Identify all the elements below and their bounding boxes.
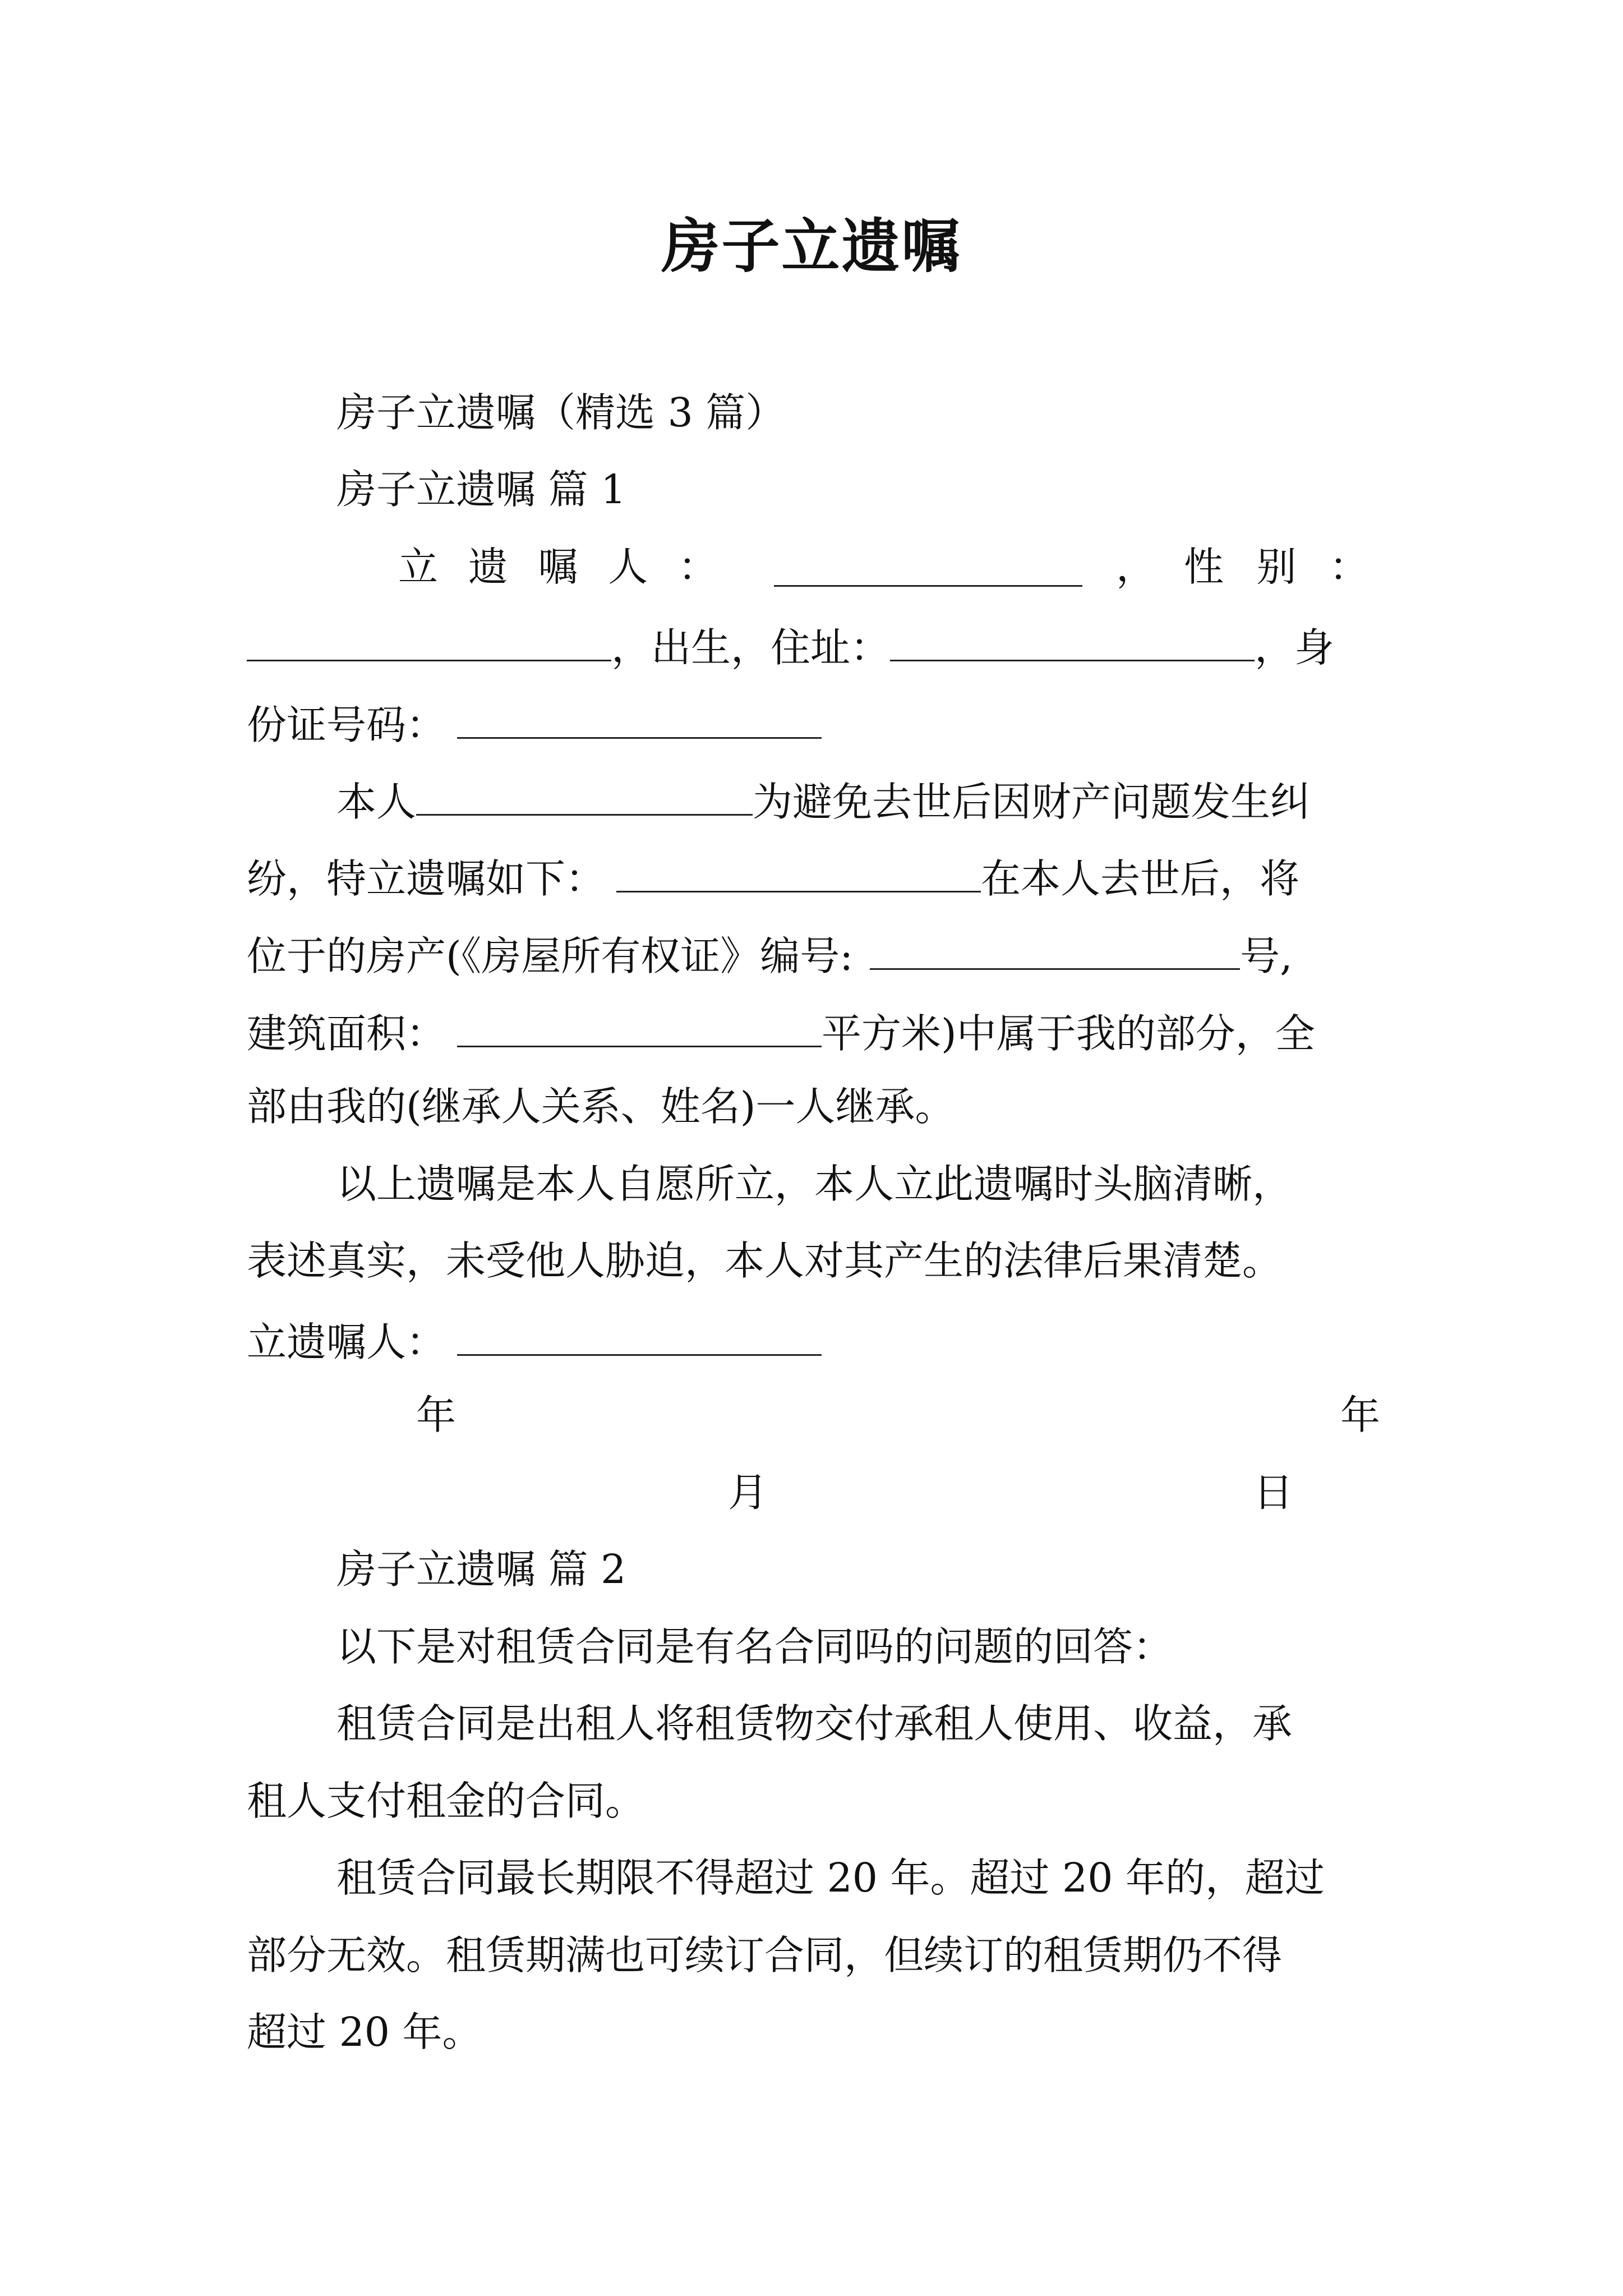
avoid-text: 为避免去世后因财产问题发生纠: [753, 778, 1311, 825]
term-line-2: 部分无效。租赁期满也可续订合同，但续订的租赁期仍不得: [247, 1932, 1283, 1978]
benren-blank[interactable]: [416, 778, 753, 816]
testator-char: 人: [608, 544, 648, 590]
year-label: 年: [416, 1392, 457, 1438]
area-unit-text: 平方米)中属于我的部分，全: [822, 1010, 1315, 1057]
testator-char: 立: [398, 544, 439, 590]
declaration-line-1: 以上遗嘱是本人自愿所立，本人立此遗嘱时头脑清晰，: [336, 1161, 1293, 1207]
document-title: 房子立遗嘱: [661, 211, 962, 280]
certificate-blank[interactable]: [870, 932, 1240, 970]
gender-blank[interactable]: [247, 624, 611, 661]
gender-char: 别: [1256, 544, 1297, 590]
testator-char: ：: [677, 544, 718, 590]
testator-line: [398, 544, 1380, 590]
will-line: [247, 855, 1300, 902]
property-line: [247, 932, 1293, 979]
day-label: 日: [1253, 1469, 1294, 1516]
comma: ，: [1116, 544, 1156, 590]
shen-text: ，身: [1255, 624, 1335, 671]
address-blank[interactable]: [890, 624, 1255, 661]
fente-text: 纷，特立遗嘱如下：: [247, 855, 606, 902]
id-blank[interactable]: [457, 701, 822, 739]
heir-line: 部由我的(继承人关系、姓名)一人继承。: [247, 1083, 955, 1130]
declaration-line-2: 表述真实，未受他人胁迫，本人对其产生的法律后果清楚。: [247, 1237, 1283, 1284]
id-label: 份证号码：: [247, 701, 446, 748]
definition-line-1: 租赁合同是出租人将租赁物交付承租人使用、收益，承: [336, 1700, 1293, 1747]
area-label: 建筑面积：: [247, 1010, 446, 1057]
gender-char: ：: [1329, 544, 1369, 590]
subtitle: 房子立遗嘱（精选 3 篇）: [336, 389, 786, 436]
gender-char: 性: [1184, 544, 1224, 590]
signature-label: 立遗嘱人：: [247, 1318, 446, 1365]
testator-char: 嘱: [538, 544, 578, 590]
benren-label: 本人: [336, 778, 417, 825]
testator-name-blank[interactable]: [774, 549, 1082, 587]
month-label: 月: [728, 1469, 768, 1516]
section-heading-2: 房子立遗嘱 篇 2: [336, 1546, 626, 1593]
will-blank[interactable]: [616, 855, 981, 892]
question-line: 以下是对租赁合同是有名合同吗的问题的回答：: [336, 1623, 1173, 1670]
area-line: [247, 1010, 1315, 1057]
year-label: 年: [1340, 1392, 1381, 1438]
signature-blank[interactable]: [457, 1318, 822, 1356]
after-death-text: 在本人去世后，将: [981, 855, 1300, 902]
birth-address-line: [247, 624, 1335, 671]
hao-text: 号,: [1240, 932, 1293, 979]
birth-address-label: ，出生，住址：: [611, 624, 891, 671]
term-line-1: 租赁合同最长期限不得超过 20 年。超过 20 年的，超过: [336, 1855, 1325, 1901]
definition-line-2: 租人支付租金的合同。: [247, 1778, 645, 1824]
section-heading-1: 房子立遗嘱 篇 1: [336, 466, 626, 513]
property-text: 位于的房产(《房屋所有权证》编号:: [247, 932, 854, 979]
benren-line: [336, 778, 1311, 825]
signature-line: [247, 1318, 822, 1365]
area-blank[interactable]: [457, 1010, 822, 1047]
testator-char: 遗: [468, 544, 508, 590]
id-line: [247, 701, 822, 748]
term-line-3: 超过 20 年。: [247, 2009, 482, 2055]
